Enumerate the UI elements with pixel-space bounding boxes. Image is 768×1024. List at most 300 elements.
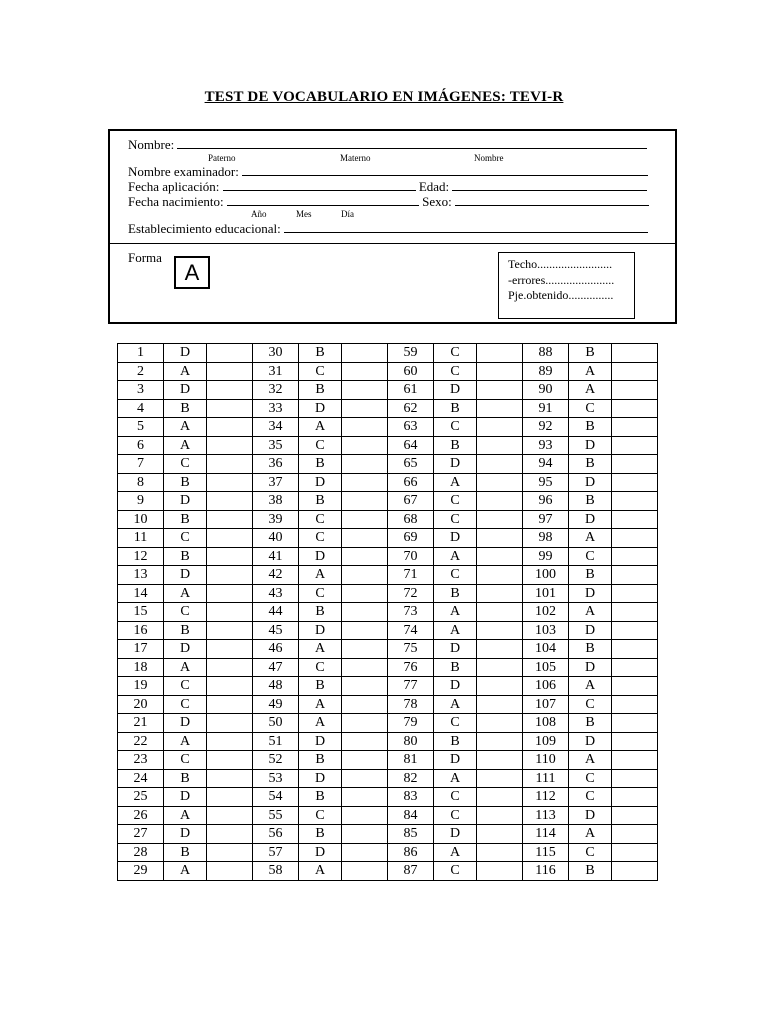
item-number: 4 xyxy=(118,399,164,418)
puntaje-line: Pje.obtenido............... xyxy=(508,288,614,302)
response-cell[interactable] xyxy=(477,473,523,492)
table-row xyxy=(118,695,658,714)
item-number: 95 xyxy=(523,473,569,492)
item-number: 87 xyxy=(388,862,434,881)
response-cell[interactable] xyxy=(342,677,388,696)
item-answer: C xyxy=(164,603,207,622)
response-cell[interactable] xyxy=(477,769,523,788)
item-answer: A xyxy=(569,751,612,770)
response-cell[interactable] xyxy=(207,714,253,733)
item-number: 27 xyxy=(118,825,164,844)
item-number: 74 xyxy=(388,621,434,640)
item-answer: A xyxy=(299,695,342,714)
item-answer: C xyxy=(434,510,477,529)
table-row xyxy=(118,510,658,529)
item-answer: D xyxy=(164,566,207,585)
response-cell[interactable] xyxy=(207,603,253,622)
table-row xyxy=(118,640,658,659)
response-cell[interactable] xyxy=(612,584,658,603)
response-cell[interactable] xyxy=(342,843,388,862)
response-cell[interactable] xyxy=(342,399,388,418)
item-answer: C xyxy=(164,455,207,474)
item-answer: A xyxy=(164,806,207,825)
item-number: 13 xyxy=(118,566,164,585)
item-number: 69 xyxy=(388,529,434,548)
response-cell[interactable] xyxy=(342,492,388,511)
item-number: 91 xyxy=(523,399,569,418)
item-answer: B xyxy=(164,769,207,788)
nombre-field[interactable] xyxy=(177,137,647,149)
item-answer: A xyxy=(569,677,612,696)
item-answer: C xyxy=(569,547,612,566)
response-cell[interactable] xyxy=(342,751,388,770)
item-number: 29 xyxy=(118,862,164,881)
response-cell[interactable] xyxy=(342,695,388,714)
response-cell[interactable] xyxy=(207,362,253,381)
response-cell[interactable] xyxy=(207,825,253,844)
item-answer: A xyxy=(164,658,207,677)
response-cell[interactable] xyxy=(342,769,388,788)
examinador-field[interactable] xyxy=(242,164,648,176)
item-number: 2 xyxy=(118,362,164,381)
item-answer: D xyxy=(569,473,612,492)
nacimiento-label: Fecha nacimiento: xyxy=(128,194,224,209)
table-row xyxy=(118,566,658,585)
response-cell[interactable] xyxy=(342,714,388,733)
item-answer: B xyxy=(299,492,342,511)
item-answer: D xyxy=(569,806,612,825)
item-answer: A xyxy=(569,362,612,381)
response-cell[interactable] xyxy=(207,751,253,770)
item-number: 75 xyxy=(388,640,434,659)
response-cell[interactable] xyxy=(207,621,253,640)
item-number: 5 xyxy=(118,418,164,437)
item-answer: D xyxy=(164,492,207,511)
item-answer: D xyxy=(569,584,612,603)
response-cell[interactable] xyxy=(207,640,253,659)
item-number: 23 xyxy=(118,751,164,770)
item-number: 103 xyxy=(523,621,569,640)
table-row xyxy=(118,344,658,363)
response-cell[interactable] xyxy=(477,843,523,862)
paterno-caption: Paterno xyxy=(208,153,236,163)
item-answer: B xyxy=(164,510,207,529)
examinador-row xyxy=(128,164,648,179)
item-number: 44 xyxy=(253,603,299,622)
response-cell[interactable] xyxy=(477,584,523,603)
item-number: 12 xyxy=(118,547,164,566)
item-number: 1 xyxy=(118,344,164,363)
item-answer: B xyxy=(299,381,342,400)
response-cell[interactable] xyxy=(477,603,523,622)
response-cell[interactable] xyxy=(342,381,388,400)
response-cell[interactable] xyxy=(612,418,658,437)
item-number: 38 xyxy=(253,492,299,511)
item-number: 9 xyxy=(118,492,164,511)
response-cell[interactable] xyxy=(477,399,523,418)
response-cell[interactable] xyxy=(477,529,523,548)
response-cell[interactable] xyxy=(612,695,658,714)
response-cell[interactable] xyxy=(612,658,658,677)
response-cell[interactable] xyxy=(477,621,523,640)
table-row xyxy=(118,492,658,511)
response-cell[interactable] xyxy=(612,547,658,566)
response-cell[interactable] xyxy=(207,399,253,418)
item-number: 85 xyxy=(388,825,434,844)
item-answer: B xyxy=(569,640,612,659)
response-cell[interactable] xyxy=(612,436,658,455)
sexo-field[interactable] xyxy=(455,194,649,206)
response-cell[interactable] xyxy=(612,714,658,733)
response-cell[interactable] xyxy=(612,751,658,770)
response-cell[interactable] xyxy=(477,436,523,455)
response-cell[interactable] xyxy=(612,492,658,511)
response-cell[interactable] xyxy=(207,510,253,529)
item-number: 114 xyxy=(523,825,569,844)
item-number: 72 xyxy=(388,584,434,603)
aplicacion-label: Fecha aplicación: xyxy=(128,179,220,194)
response-cell[interactable] xyxy=(477,381,523,400)
response-cell[interactable] xyxy=(477,640,523,659)
item-answer: D xyxy=(569,621,612,640)
item-answer: A xyxy=(164,732,207,751)
response-cell[interactable] xyxy=(477,492,523,511)
response-cell[interactable] xyxy=(342,344,388,363)
item-answer: B xyxy=(569,566,612,585)
examinador-label: Nombre examinador: xyxy=(128,164,239,179)
materno-caption: Materno xyxy=(340,153,371,163)
item-answer: B xyxy=(569,344,612,363)
item-number: 20 xyxy=(118,695,164,714)
response-cell[interactable] xyxy=(477,362,523,381)
item-number: 89 xyxy=(523,362,569,381)
response-cell[interactable] xyxy=(612,732,658,751)
techo-line: Techo......................... xyxy=(508,257,613,271)
item-answer: A xyxy=(299,640,342,659)
item-number: 47 xyxy=(253,658,299,677)
score-box xyxy=(498,252,635,319)
item-answer: A xyxy=(434,621,477,640)
item-answer: A xyxy=(434,843,477,862)
item-number: 42 xyxy=(253,566,299,585)
errores-line: -errores....................... xyxy=(508,272,615,287)
table-row xyxy=(118,825,658,844)
item-answer: C xyxy=(299,584,342,603)
response-cell[interactable] xyxy=(477,510,523,529)
response-cell[interactable] xyxy=(207,418,253,437)
response-cell[interactable] xyxy=(612,788,658,807)
edad-label: Edad: xyxy=(418,179,450,194)
item-number: 110 xyxy=(523,751,569,770)
response-cell[interactable] xyxy=(612,344,658,363)
table-row xyxy=(118,751,658,770)
response-cell[interactable] xyxy=(207,566,253,585)
response-cell[interactable] xyxy=(477,862,523,881)
response-cell[interactable] xyxy=(612,362,658,381)
response-cell[interactable] xyxy=(342,473,388,492)
page-title: TEST DE VOCABULARIO EN IMÁGENES: TEVI-R xyxy=(204,89,564,105)
item-number: 116 xyxy=(523,862,569,881)
response-cell[interactable] xyxy=(207,695,253,714)
response-cell[interactable] xyxy=(477,714,523,733)
response-cell[interactable] xyxy=(207,788,253,807)
item-answer: A xyxy=(164,584,207,603)
item-answer: D xyxy=(569,732,612,751)
item-number: 49 xyxy=(253,695,299,714)
item-number: 24 xyxy=(118,769,164,788)
item-answer: A xyxy=(164,362,207,381)
item-answer: D xyxy=(164,825,207,844)
table-row xyxy=(118,843,658,862)
item-number: 107 xyxy=(523,695,569,714)
item-number: 81 xyxy=(388,751,434,770)
item-answer: B xyxy=(164,399,207,418)
item-answer: A xyxy=(164,862,207,881)
item-number: 31 xyxy=(253,362,299,381)
item-answer: D xyxy=(434,751,477,770)
response-cell[interactable] xyxy=(612,473,658,492)
response-cell[interactable] xyxy=(477,344,523,363)
item-number: 7 xyxy=(118,455,164,474)
table-row xyxy=(118,436,658,455)
response-cell[interactable] xyxy=(342,436,388,455)
response-cell[interactable] xyxy=(207,806,253,825)
response-cell[interactable] xyxy=(342,788,388,807)
response-cell[interactable] xyxy=(342,566,388,585)
response-cell[interactable] xyxy=(342,455,388,474)
item-number: 43 xyxy=(253,584,299,603)
response-cell[interactable] xyxy=(342,621,388,640)
item-number: 92 xyxy=(523,418,569,437)
item-number: 52 xyxy=(253,751,299,770)
item-answer: C xyxy=(434,862,477,881)
response-cell[interactable] xyxy=(342,362,388,381)
item-answer: A xyxy=(434,603,477,622)
item-number: 111 xyxy=(523,769,569,788)
response-cell[interactable] xyxy=(477,751,523,770)
response-cell[interactable] xyxy=(342,640,388,659)
response-cell[interactable] xyxy=(612,862,658,881)
item-answer: B xyxy=(434,399,477,418)
item-number: 34 xyxy=(253,418,299,437)
item-number: 32 xyxy=(253,381,299,400)
item-number: 71 xyxy=(388,566,434,585)
table-row xyxy=(118,547,658,566)
item-answer: B xyxy=(164,621,207,640)
response-cell[interactable] xyxy=(207,769,253,788)
response-cell[interactable] xyxy=(342,603,388,622)
table-row xyxy=(118,529,658,548)
item-answer: A xyxy=(299,862,342,881)
item-number: 37 xyxy=(253,473,299,492)
response-cell[interactable] xyxy=(207,529,253,548)
item-answer: B xyxy=(164,473,207,492)
item-answer: C xyxy=(164,529,207,548)
item-answer: C xyxy=(164,751,207,770)
response-cell[interactable] xyxy=(342,806,388,825)
table-row xyxy=(118,788,658,807)
item-answer: C xyxy=(299,362,342,381)
item-answer: D xyxy=(164,788,207,807)
item-number: 45 xyxy=(253,621,299,640)
item-number: 25 xyxy=(118,788,164,807)
item-number: 36 xyxy=(253,455,299,474)
response-cell[interactable] xyxy=(207,584,253,603)
item-number: 115 xyxy=(523,843,569,862)
item-answer: D xyxy=(434,455,477,474)
item-number: 67 xyxy=(388,492,434,511)
item-number: 77 xyxy=(388,677,434,696)
item-number: 83 xyxy=(388,788,434,807)
response-cell[interactable] xyxy=(207,344,253,363)
item-number: 21 xyxy=(118,714,164,733)
response-cell[interactable] xyxy=(477,806,523,825)
response-cell[interactable] xyxy=(477,695,523,714)
item-answer: B xyxy=(299,677,342,696)
response-cell[interactable] xyxy=(612,677,658,696)
item-answer: A xyxy=(434,769,477,788)
aplicacion-field[interactable] xyxy=(223,179,416,191)
item-number: 40 xyxy=(253,529,299,548)
item-answer: C xyxy=(434,806,477,825)
response-cell[interactable] xyxy=(342,547,388,566)
item-number: 39 xyxy=(253,510,299,529)
item-number: 18 xyxy=(118,658,164,677)
item-answer: B xyxy=(434,584,477,603)
establecimiento-label: Establecimiento educacional: xyxy=(128,221,281,236)
item-number: 109 xyxy=(523,732,569,751)
item-number: 46 xyxy=(253,640,299,659)
response-cell[interactable] xyxy=(342,732,388,751)
item-answer: D xyxy=(164,714,207,733)
item-answer: D xyxy=(299,547,342,566)
item-answer: D xyxy=(299,732,342,751)
item-answer: A xyxy=(299,714,342,733)
response-cell[interactable] xyxy=(612,621,658,640)
item-answer: D xyxy=(569,510,612,529)
response-cell[interactable] xyxy=(612,399,658,418)
item-answer: B xyxy=(164,843,207,862)
response-cell[interactable] xyxy=(612,603,658,622)
response-cell[interactable] xyxy=(477,825,523,844)
item-answer: C xyxy=(434,344,477,363)
edad-field[interactable] xyxy=(452,179,647,191)
response-cell[interactable] xyxy=(342,418,388,437)
response-cell[interactable] xyxy=(207,455,253,474)
response-cell[interactable] xyxy=(477,732,523,751)
response-cell[interactable] xyxy=(342,825,388,844)
response-cell[interactable] xyxy=(477,788,523,807)
response-cell[interactable] xyxy=(612,510,658,529)
response-cell[interactable] xyxy=(207,436,253,455)
response-cell[interactable] xyxy=(612,843,658,862)
response-cell[interactable] xyxy=(342,862,388,881)
item-number: 113 xyxy=(523,806,569,825)
response-cell[interactable] xyxy=(207,492,253,511)
item-number: 108 xyxy=(523,714,569,733)
response-cell[interactable] xyxy=(477,566,523,585)
item-answer: D xyxy=(164,344,207,363)
response-cell[interactable] xyxy=(207,473,253,492)
response-cell[interactable] xyxy=(477,658,523,677)
response-cell[interactable] xyxy=(207,658,253,677)
item-number: 56 xyxy=(253,825,299,844)
response-cell[interactable] xyxy=(612,566,658,585)
response-cell[interactable] xyxy=(207,547,253,566)
item-answer: C xyxy=(434,566,477,585)
response-cell[interactable] xyxy=(612,806,658,825)
item-number: 76 xyxy=(388,658,434,677)
item-number: 94 xyxy=(523,455,569,474)
item-answer: A xyxy=(434,695,477,714)
response-cell[interactable] xyxy=(207,862,253,881)
item-number: 51 xyxy=(253,732,299,751)
response-cell[interactable] xyxy=(612,455,658,474)
item-number: 50 xyxy=(253,714,299,733)
response-cell[interactable] xyxy=(612,825,658,844)
table-row xyxy=(118,455,658,474)
response-cell[interactable] xyxy=(342,510,388,529)
response-cell[interactable] xyxy=(477,677,523,696)
nacimiento-field[interactable] xyxy=(227,194,419,206)
table-row xyxy=(118,806,658,825)
item-answer: B xyxy=(299,344,342,363)
item-number: 104 xyxy=(523,640,569,659)
response-cell[interactable] xyxy=(612,640,658,659)
response-cell[interactable] xyxy=(612,381,658,400)
response-cell[interactable] xyxy=(477,418,523,437)
item-number: 6 xyxy=(118,436,164,455)
item-number: 30 xyxy=(253,344,299,363)
item-answer: B xyxy=(569,714,612,733)
item-answer: B xyxy=(299,751,342,770)
table-row xyxy=(118,399,658,418)
item-number: 53 xyxy=(253,769,299,788)
item-answer: D xyxy=(569,436,612,455)
item-number: 55 xyxy=(253,806,299,825)
item-answer: C xyxy=(434,418,477,437)
response-cell[interactable] xyxy=(612,769,658,788)
sexo-label: Sexo: xyxy=(422,194,452,209)
nombre-label: Nombre: xyxy=(128,137,175,152)
response-cell[interactable] xyxy=(207,843,253,862)
item-number: 97 xyxy=(523,510,569,529)
item-number: 96 xyxy=(523,492,569,511)
response-cell[interactable] xyxy=(477,547,523,566)
response-cell[interactable] xyxy=(207,381,253,400)
response-cell[interactable] xyxy=(207,677,253,696)
item-answer: D xyxy=(299,399,342,418)
item-answer: A xyxy=(569,603,612,622)
table-row xyxy=(118,862,658,881)
nombre-row xyxy=(128,137,647,152)
anio-caption: Año xyxy=(251,209,267,219)
response-cell[interactable] xyxy=(612,529,658,548)
item-answer: A xyxy=(164,418,207,437)
response-cell[interactable] xyxy=(342,658,388,677)
item-answer: B xyxy=(299,455,342,474)
item-number: 62 xyxy=(388,399,434,418)
table-row xyxy=(118,677,658,696)
item-number: 54 xyxy=(253,788,299,807)
response-cell[interactable] xyxy=(342,584,388,603)
response-cell[interactable] xyxy=(477,455,523,474)
item-answer: D xyxy=(299,621,342,640)
item-answer: C xyxy=(299,510,342,529)
response-cell[interactable] xyxy=(342,529,388,548)
response-cell[interactable] xyxy=(207,732,253,751)
establecimiento-field[interactable] xyxy=(284,221,648,233)
